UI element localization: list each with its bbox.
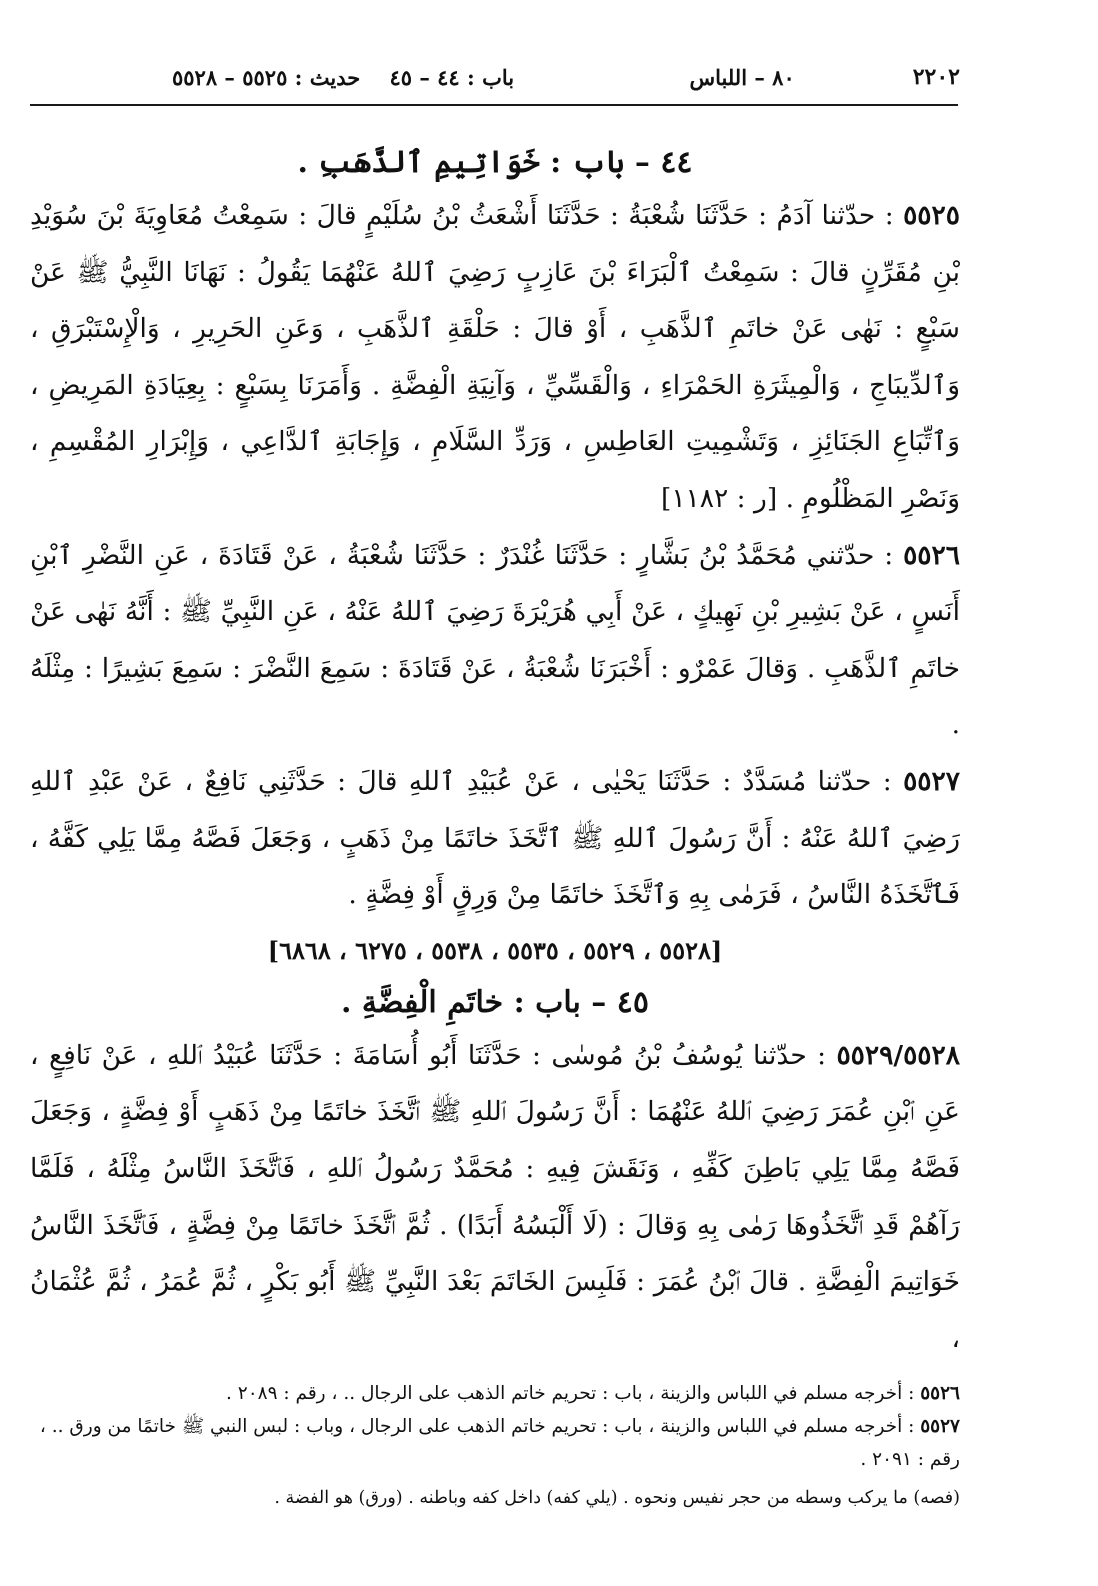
hadith-text: : حدّثنا آدَمُ : حَدَّثَنَا شُعْبَةُ : حَدَّثَنَا أَشْعَثُ بْنُ سُلَيْمٍ قالَ : سَمِعْتُ مُعَاوِيَةَ بْنَ سُوَيْدِ بْنِ مُقَرِّنٍ قالَ : سَمِعْتُ ٱلْبَرَاءَ بْنَ عَازِبٍ رَضِيَ ٱللهُ عَنْهُمَا يَقُولُ : نَهَانَا النَّبِيُّ ﷺ عَنْ سَبْعٍ : نَهٰى عَنْ خاتَمِ ٱلذَّهَبِ ، أَوْ قالَ : حَلْقَةِ ٱلذَّهَبِ ، وَعَنِ الحَرِيرِ ، وَالْإِسْتَبْرَقِ ، وَٱلدِّيبَاجِ ، وَالْمِيثَرَةِ الحَمْرَاءِ ، وَالْقَسِّيِّ ، وَآنِيَةِ الْفِضَّةِ . وَأَمَرَنَا بِسَبْعٍ : بِعِيَادَةِ المَرِيضِ ، وَٱتِّبَاعِ الجَنَائِزِ ، وَتَشْمِيتِ العَاطِسِ ، وَرَدِّ السَّلَامِ ، وَإِجَابَةِ ٱلدَّاعِي ، وَإِبْرَارِ المُقْسِمِ ، وَنَصْرِ المَظْلُومِ . [ر : ١١٨٢] bbox=[30, 200, 960, 514]
footnote-5527 bbox=[36, 1410, 960, 1476]
hadith-5528 bbox=[30, 1028, 960, 1368]
main-text bbox=[30, 138, 960, 1367]
hadith-5526 bbox=[30, 528, 960, 754]
chapter-hadith-range: باب : ٤٤ – ٤٥ حديث : ٥٥٢٥ – ٥٥٢٨ bbox=[172, 64, 515, 90]
hadith-number: ٥٥٢٥ bbox=[903, 200, 960, 231]
glossary-note: (فصه) ما يركب وسطه من حجر نفيس ونحوه . (يلي كفه) داخل كفه وباطنه . (ورق) هو الفضة . bbox=[274, 1488, 960, 1508]
hadith-text: : حدّثنا مُسَدَّدٌ : حَدَّثَنَا يَحْيٰى ، عَنْ عُبَيْدِ ٱللهِ قالَ : حَدَّثَنِي نَافِعٌ ، عَنْ عَبْدِ ٱللهِ رَضِيَ ٱللهُ عَنْهُ : أَنَّ رَسُولَ ٱللهِ ﷺ ٱتَّخَذَ خاتَمًا مِنْ ذَهَبٍ ، وَجَعَلَ فَصَّهُ مِمَّا يَلِي كَفَّهُ ، فَٱتَّخَذَهُ النَّاسُ ، فَرَمٰى بِهِ وَٱتَّخَذَ خاتَمًا مِنْ وَرِقٍ أَوْ فِضَّةٍ . bbox=[30, 765, 960, 911]
hadith-number: ٥٥٢٦ bbox=[903, 539, 960, 571]
book-title: ٨٠ – اللباس bbox=[689, 64, 795, 90]
chapter-heading-45: ٤٥ – باب : خاتَمِ الْفِضَّةِ . bbox=[341, 984, 649, 1020]
footnotes bbox=[36, 1377, 960, 1515]
cross-references: [٥٥٢٨ ، ٥٥٢٩ ، ٥٥٣٥ ، ٥٥٣٨ ، ٦٢٧٥ ، ٦٨٦٨] bbox=[267, 935, 723, 965]
footnote-text: : أخرجه مسلم في اللباس والزينة ، باب : تحريم خاتم الذهب على الرجال ، وباب : لبس النبي ﷺ خاتمًا من ورق .. ، رقم : ٢٠٩١ . bbox=[39, 1416, 960, 1470]
hadith-number: ٥٥٢٧ bbox=[903, 765, 960, 797]
hadith-text: : حدّثني مُحَمَّدُ بْنُ بَشَّارٍ : حَدَّثَنَا غُنْدَرٌ : حَدَّثَنَا شُعْبَةُ ، عَنْ قَتَادَةَ ، عَنِ النَّضْرِ ٱبْنِ أَنَسٍ ، عَنْ بَشِيرِ بْنِ نَهِيكٍ ، عَنْ أَبِي هُرَيْرَةَ رَضِيَ ٱللهُ عَنْهُ ، عَنِ النَّبِيِّ ﷺ : أَنَّهُ نَهٰى عَنْ خاتَمِ ٱلذَّهَبِ . وَقالَ عَمْرٌو : أَخْبَرَنَا شُعْبَةُ ، عَنْ قَتَادَةَ : سَمِعَ النَّضْرَ : سَمِعَ بَشِيرًا : مِثْلَهُ . bbox=[30, 539, 960, 741]
footnote-text: : أخرجه مسلم في اللباس والزينة ، باب : تحريم خاتم الذهب على الرجال .. ، رقم : ٢٠٨٩ . bbox=[226, 1383, 921, 1404]
footnote-5526 bbox=[36, 1377, 960, 1410]
running-header bbox=[172, 60, 960, 94]
page-number: ٢٢٠٢ bbox=[912, 64, 960, 90]
hadith-number: ٥٥٢٩/٥٥٢٨ bbox=[836, 1039, 960, 1071]
footnote-number: ٥٥٢٧ bbox=[920, 1416, 960, 1437]
chapter-heading-44: ٤٤ – باب : خَوَاتِيمِ ٱلذَّهَبِ . bbox=[297, 145, 693, 180]
footnote-number: ٥٥٢٦ bbox=[920, 1383, 960, 1404]
header-rule bbox=[30, 104, 958, 106]
hadith-text: : حدّثنا يُوسُفُ بْنُ مُوسٰى : حَدَّثَنَا أَبُو أُسَامَةَ : حَدَّثَنَا عُبَيْدُ ٱللهِ ، عَنْ نَافِعٍ ، عَنِ ٱبْنِ عُمَرَ رَضِيَ ٱللهُ عَنْهُمَا : أَنَّ رَسُولَ ٱللهِ ﷺ ٱتَّخَذَ خاتَمًا مِنْ ذَهَبٍ أَوْ فِضَّةٍ ، وَجَعَلَ فَصَّهُ مِمَّا يَلِي بَاطِنَ كَفِّهِ ، وَنَقَشَ فِيهِ : مُحَمَّدٌ رَسُولُ ٱللهِ ، فَٱتَّخَذَ النَّاسُ مِثْلَهُ ، فَلَمَّا رَآهُمْ قَدِ ٱتَّخَذُوهَا رَمٰى بِهِ وَقالَ : (لَا أَلْبَسُهُ أَبَدًا) . ثُمَّ ٱتَّخَذَ خاتَمًا مِنْ فِضَّةٍ ، فَٱتَّخَذَ النَّاسُ خَوَاتِيمَ الْفِضَّةِ . قالَ ٱبْنُ عُمَرَ : فَلَبِسَ الخَاتَمَ بَعْدَ النَّبِيِّ ﷺ أَبُو بَكْرٍ ، ثُمَّ عُمَرُ ، ثُمَّ عُثْمَانُ ، bbox=[30, 1039, 960, 1354]
hadith-5527 bbox=[30, 754, 960, 924]
hadith-5525 bbox=[30, 188, 960, 528]
